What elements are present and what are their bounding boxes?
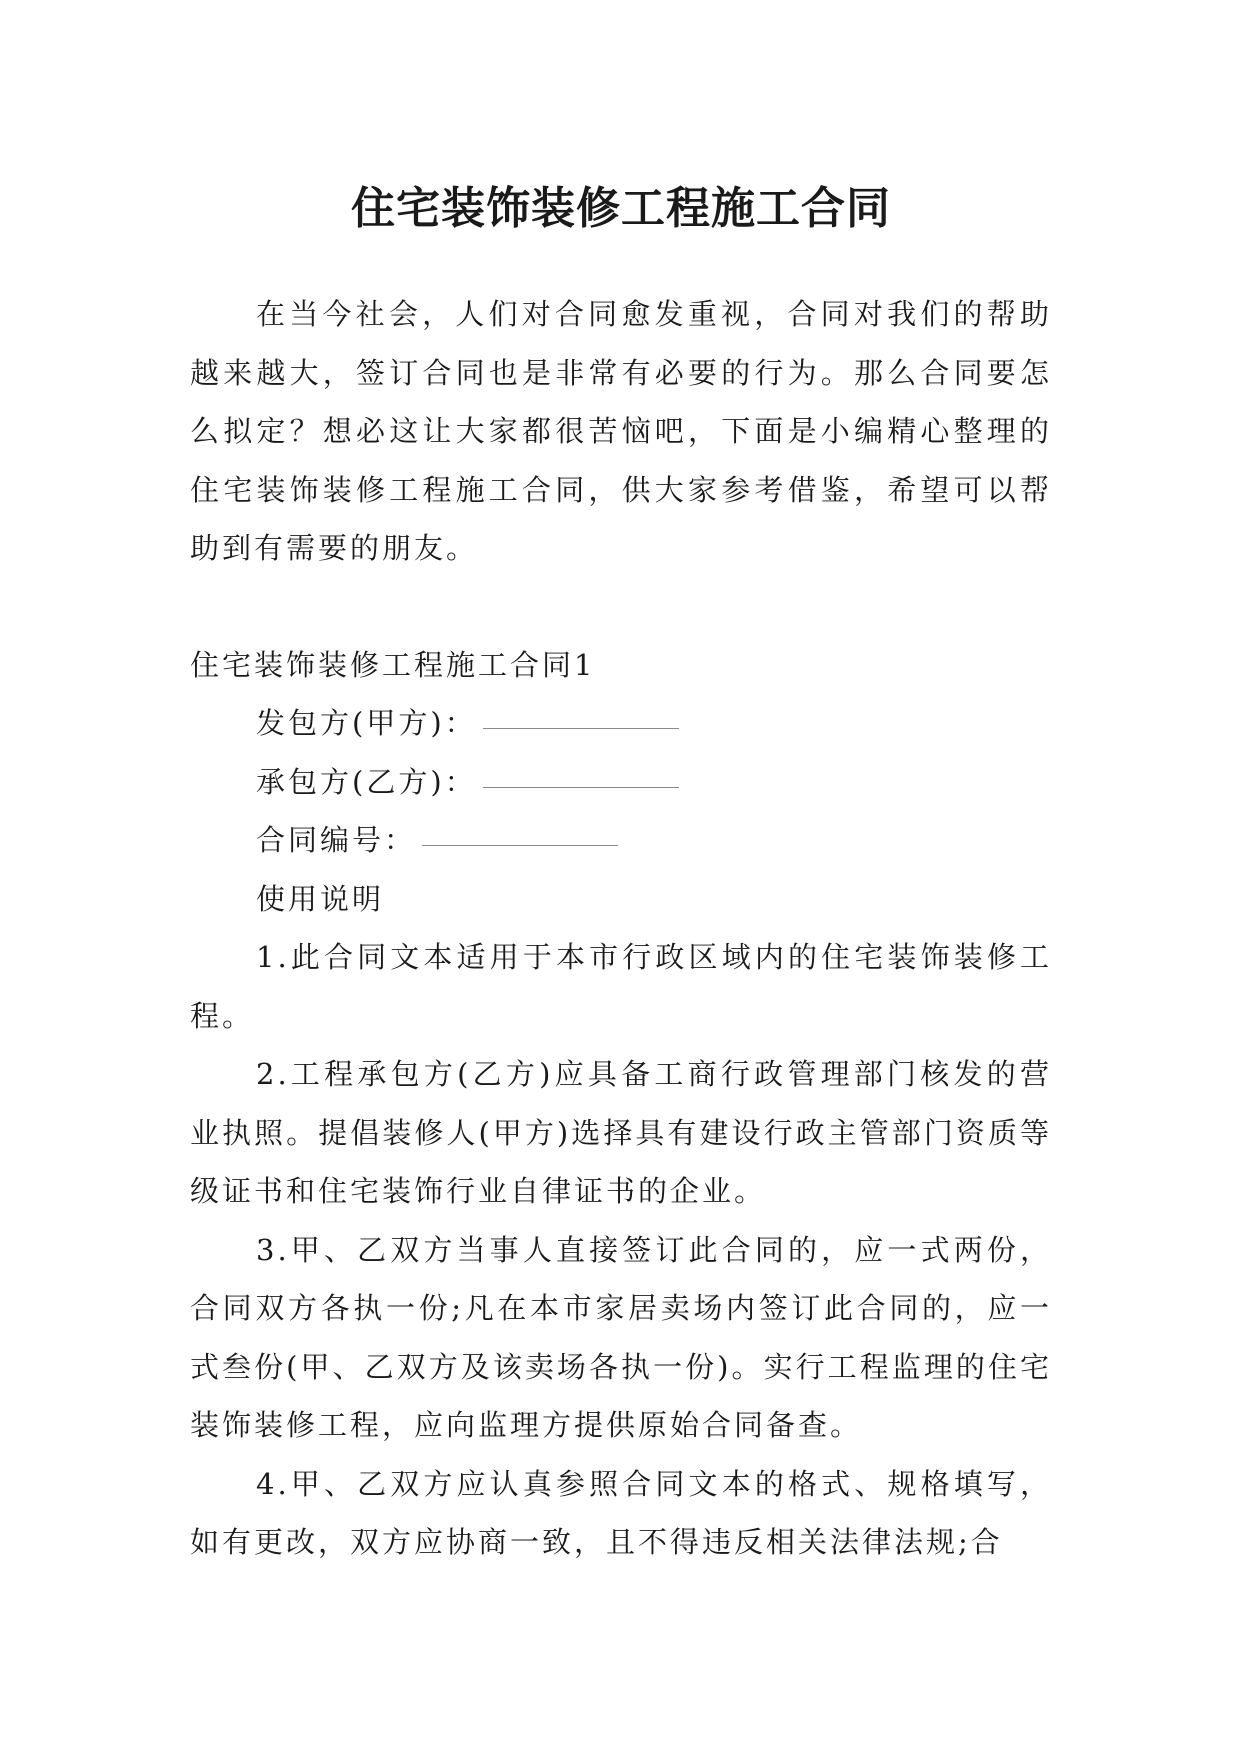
party-a-field — [190, 694, 1052, 753]
section-heading: 住宅装饰装修工程施工合同1 — [190, 647, 596, 682]
party-b-field — [190, 753, 1052, 812]
party-b-label: 承包方(乙方)： — [256, 764, 477, 799]
usage-heading: 使用说明 — [256, 881, 385, 916]
usage-item-1: 1.此合同文本适用于本市行政区域内的住宅装饰装修工程。 — [190, 940, 1052, 1033]
usage-item-2: 2.工程承包方(乙方)应具备工商行政管理部门核发的营业执照。提倡装修人(甲方)选择具有建设行政主管部门资质等级证书和住宅装饰行业自律证书的企业。 — [190, 1057, 1052, 1208]
document-title: 住宅装饰装修工程施工合同 — [351, 183, 891, 235]
paragraph-spacer — [190, 578, 1052, 636]
party-a-label: 发包方(甲方)： — [256, 706, 477, 740]
contract-number-label: 合同编号： — [256, 823, 417, 857]
contract-number-field — [190, 811, 1052, 870]
usage-item-3: 3.甲、乙双方当事人直接签订此合同的，应一式两份，合同双方各执一份;凡在本市家居卖场内签订此合同的，应一式叁份(甲、乙双方及该卖场各执一份)。实行工程监理的住宅装饰装修工程，应向监理方提供原始合同备查。 — [190, 1232, 1052, 1442]
intro-paragraph: 在当今社会，人们对合同愈发重视，合同对我们的帮助越来越大，签订合同也是非常有必要的行为。那么合同要怎么拟定？想必这让大家都很苦恼吧，下面是小编精心整理的住宅装饰装修工程施工合同，供大家参考借鉴，希望可以帮助到有需要的朋友。 — [190, 297, 1052, 565]
document-body — [190, 285, 1052, 1572]
party-a-blank-line[interactable] — [483, 727, 679, 729]
usage-item-4: 4.甲、乙双方应认真参照合同文本的格式、规格填写，如有更改，双方应协商一致，且不得违反相关法律法规;合 — [190, 1466, 1052, 1559]
contract-number-blank-line[interactable] — [422, 844, 618, 846]
party-b-blank-line[interactable] — [483, 786, 679, 788]
